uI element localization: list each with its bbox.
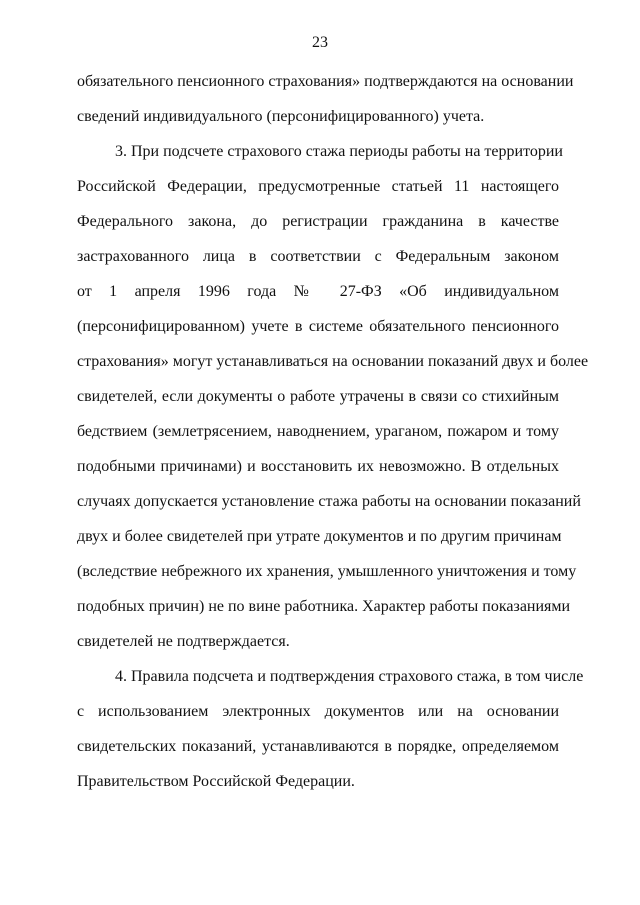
text-line: подобных причин) не по вине работника. Характер работы показаниями — [77, 598, 571, 615]
text-line: обязательного пенсионного страхования» подтверждаются на основании — [77, 73, 574, 90]
text-line: свидетелей, если документы о работе утрачены в связи со стихийным — [77, 388, 559, 405]
text-line: (персонифицированном) учете в системе обязательного пенсионного — [77, 318, 559, 335]
text-line: бедствием (землетрясением, наводнением, ураганом, пожаром и тому — [77, 423, 559, 440]
text-line: от 1 апреля 1996 года № 27-ФЗ «Об индивидуальном — [77, 283, 559, 300]
text-line: (вследствие небрежного их хранения, умышленного уничтожения и тому — [77, 563, 577, 580]
text-line: свидетелей не подтверждается. — [77, 633, 290, 650]
paragraph-3-start: 3. При подсчете страхового стажа периоды работы на территории — [115, 143, 563, 160]
text-line: Правительством Российской Федерации. — [77, 773, 355, 790]
text-line: застрахованного лица в соответствии с Федеральным законом — [77, 248, 559, 265]
paragraph-4-start: 4. Правила подсчета и подтверждения страхового стажа, в том числе — [115, 668, 584, 685]
text-line: двух и более свидетелей при утрате документов и по другим причинам — [77, 528, 562, 545]
text-line: сведений индивидуального (персонифицированного) учета. — [77, 108, 485, 125]
text-line: свидетельских показаний, устанавливаются в порядке, определяемом — [77, 738, 559, 755]
text-line: страхования» могут устанавливаться на основании показаний двух и более — [77, 353, 589, 370]
text-line: Федерального закона, до регистрации гражданина в качестве — [77, 213, 559, 230]
text-line: Российской Федерации, предусмотренные статьей 11 настоящего — [77, 178, 559, 195]
text-line: подобными причинами) и восстановить их невозможно. В отдельных — [77, 458, 559, 475]
text-line: с использованием электронных документов или на основании — [77, 703, 559, 720]
page-number: 23 — [312, 34, 328, 51]
text-line: случаях допускается установление стажа работы на основании показаний — [77, 493, 581, 510]
